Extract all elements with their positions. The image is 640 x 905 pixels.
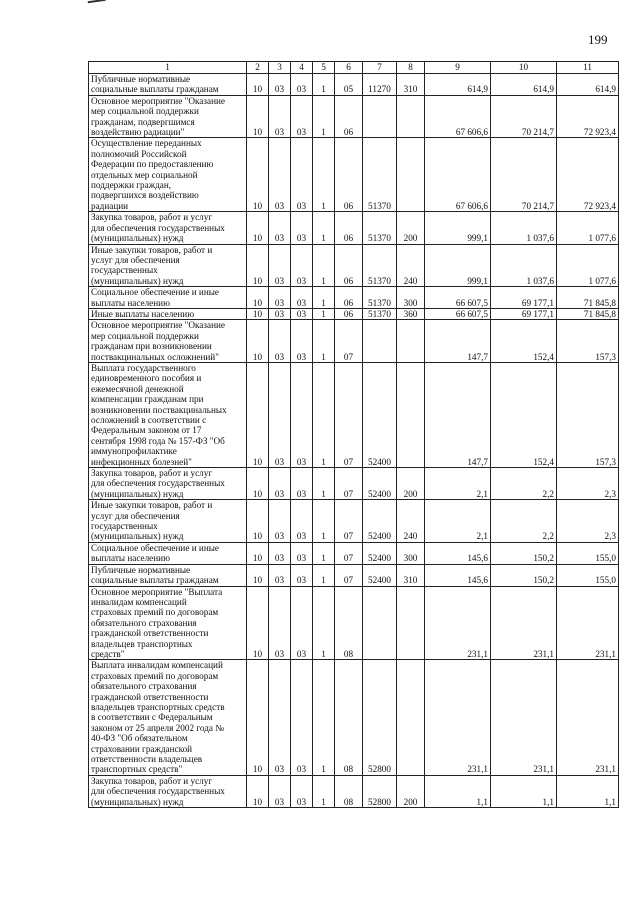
amount-cell: 71 845,8 bbox=[557, 308, 619, 319]
code-cell: 240 bbox=[397, 500, 425, 543]
code-cell: 10 bbox=[247, 660, 269, 775]
code-cell: 10 bbox=[247, 138, 269, 212]
amount-cell: 614,9 bbox=[557, 74, 619, 96]
amount-cell: 70 214,7 bbox=[491, 95, 557, 138]
code-cell: 52400 bbox=[363, 362, 397, 467]
code-cell: 03 bbox=[291, 500, 313, 543]
code-cell: 52400 bbox=[363, 468, 397, 500]
amount-cell: 66 607,5 bbox=[425, 308, 491, 319]
code-cell: 52400 bbox=[363, 542, 397, 564]
code-cell: 52800 bbox=[363, 660, 397, 775]
row-name: Иные выплаты населению bbox=[89, 308, 247, 319]
code-cell: 08 bbox=[335, 586, 363, 660]
code-cell: 1 bbox=[313, 775, 335, 807]
amount-cell: 231,1 bbox=[425, 586, 491, 660]
table-row bbox=[89, 320, 619, 363]
code-cell: 1 bbox=[313, 212, 335, 244]
column-header: 4 bbox=[291, 62, 313, 74]
code-cell: 10 bbox=[247, 775, 269, 807]
code-cell: 06 bbox=[335, 308, 363, 319]
row-name: Закупка товаров, работ и услуг для обеспечения государственных (муниципальных) нужд bbox=[89, 775, 247, 807]
amount-cell: 69 177,1 bbox=[491, 287, 557, 309]
row-name: Выплата инвалидам компенсаций страховых премий по договорам обязательного страхования гражданской ответственности владельцев транспортных средств в соответствии с Федеральным законом от 25 апреля 2002 года № 40-ФЗ "Об обязательном страховании гражданской ответственности владельцев транспортных средств" bbox=[89, 660, 247, 775]
code-cell: 51370 bbox=[363, 244, 397, 287]
row-name: Социальное обеспечение и иные выплаты населению bbox=[89, 542, 247, 564]
page-number: 199 bbox=[588, 32, 608, 47]
code-cell: 10 bbox=[247, 564, 269, 586]
row-name: Публичные нормативные социальные выплаты гражданам bbox=[89, 564, 247, 586]
amount-cell: 157,3 bbox=[557, 362, 619, 467]
table-row bbox=[89, 95, 619, 138]
code-cell: 03 bbox=[291, 586, 313, 660]
amount-cell: 67 606,6 bbox=[425, 95, 491, 138]
column-header: 6 bbox=[335, 62, 363, 74]
code-cell bbox=[397, 320, 425, 363]
code-cell: 03 bbox=[269, 74, 291, 96]
column-header: 3 bbox=[269, 62, 291, 74]
amount-cell: 614,9 bbox=[425, 74, 491, 96]
code-cell bbox=[363, 320, 397, 363]
amount-cell: 155,0 bbox=[557, 564, 619, 586]
table-row bbox=[89, 564, 619, 586]
code-cell: 1 bbox=[313, 586, 335, 660]
code-cell: 06 bbox=[335, 138, 363, 212]
code-cell: 10 bbox=[247, 95, 269, 138]
amount-cell: 1 037,6 bbox=[491, 212, 557, 244]
code-cell: 03 bbox=[291, 212, 313, 244]
table-row bbox=[89, 775, 619, 807]
header-row bbox=[89, 62, 619, 74]
code-cell: 310 bbox=[397, 74, 425, 96]
row-name: Публичные нормативные социальные выплаты гражданам bbox=[89, 74, 247, 96]
code-cell bbox=[397, 362, 425, 467]
table-row bbox=[89, 212, 619, 244]
code-cell: 1 bbox=[313, 542, 335, 564]
table-row bbox=[89, 287, 619, 309]
row-name: Основное мероприятие "Выплата инвалидам компенсаций страховых премий по договорам обязательного страхования гражданской ответственности владельцев транспортных средств" bbox=[89, 586, 247, 660]
amount-cell: 67 606,6 bbox=[425, 138, 491, 212]
code-cell: 360 bbox=[397, 308, 425, 319]
code-cell: 03 bbox=[291, 775, 313, 807]
code-cell: 03 bbox=[269, 212, 291, 244]
amount-cell: 66 607,5 bbox=[425, 287, 491, 309]
amount-cell: 152,4 bbox=[491, 362, 557, 467]
code-cell bbox=[397, 138, 425, 212]
table-row bbox=[89, 244, 619, 287]
code-cell: 07 bbox=[335, 542, 363, 564]
code-cell: 10 bbox=[247, 362, 269, 467]
table-row bbox=[89, 468, 619, 500]
amount-cell: 999,1 bbox=[425, 212, 491, 244]
table-row bbox=[89, 74, 619, 96]
table-row bbox=[89, 500, 619, 543]
code-cell: 240 bbox=[397, 244, 425, 287]
column-header: 8 bbox=[397, 62, 425, 74]
code-cell: 03 bbox=[291, 138, 313, 212]
code-cell: 07 bbox=[335, 362, 363, 467]
amount-cell: 1,1 bbox=[425, 775, 491, 807]
budget-table bbox=[88, 61, 619, 808]
amount-cell: 150,2 bbox=[491, 542, 557, 564]
code-cell: 03 bbox=[269, 775, 291, 807]
amount-cell: 70 214,7 bbox=[491, 138, 557, 212]
code-cell: 200 bbox=[397, 468, 425, 500]
code-cell: 10 bbox=[247, 308, 269, 319]
code-cell: 03 bbox=[269, 542, 291, 564]
code-cell: 03 bbox=[269, 95, 291, 138]
code-cell: 1 bbox=[313, 244, 335, 287]
code-cell: 1 bbox=[313, 287, 335, 309]
amount-cell: 2,1 bbox=[425, 468, 491, 500]
code-cell: 1 bbox=[313, 362, 335, 467]
code-cell: 07 bbox=[335, 468, 363, 500]
amount-cell: 2,2 bbox=[491, 500, 557, 543]
code-cell: 03 bbox=[291, 362, 313, 467]
row-name: Закупка товаров, работ и услуг для обеспечения государственных (муниципальных) нужд bbox=[89, 468, 247, 500]
amount-cell: 69 177,1 bbox=[491, 308, 557, 319]
table-row bbox=[89, 660, 619, 775]
amount-cell: 145,6 bbox=[425, 564, 491, 586]
row-name: Закупка товаров, работ и услуг для обеспечения государственных (муниципальных) нужд bbox=[89, 212, 247, 244]
row-name: Выплата государственного единовременного пособия и ежемесячной денежной компенсации гражданам при возникновении поствакцинальных осложнений в соответствии с Федеральным законом от 17 сентября 1998 года № 157-ФЗ "Об иммунопрофилактике инфекционных болезней" bbox=[89, 362, 247, 467]
amount-cell: 999,1 bbox=[425, 244, 491, 287]
code-cell: 200 bbox=[397, 212, 425, 244]
code-cell: 03 bbox=[269, 500, 291, 543]
column-header: 2 bbox=[247, 62, 269, 74]
amount-cell: 1,1 bbox=[557, 775, 619, 807]
code-cell: 03 bbox=[291, 74, 313, 96]
amount-cell: 1,1 bbox=[491, 775, 557, 807]
code-cell: 03 bbox=[291, 542, 313, 564]
code-cell: 1 bbox=[313, 320, 335, 363]
amount-cell: 231,1 bbox=[557, 586, 619, 660]
amount-cell: 145,6 bbox=[425, 542, 491, 564]
code-cell: 07 bbox=[335, 500, 363, 543]
scan-artifact bbox=[88, 0, 107, 7]
code-cell: 310 bbox=[397, 564, 425, 586]
code-cell: 300 bbox=[397, 287, 425, 309]
code-cell: 10 bbox=[247, 320, 269, 363]
code-cell: 10 bbox=[247, 287, 269, 309]
amount-cell: 152,4 bbox=[491, 320, 557, 363]
amount-cell: 155,0 bbox=[557, 542, 619, 564]
code-cell: 03 bbox=[291, 95, 313, 138]
code-cell: 200 bbox=[397, 775, 425, 807]
code-cell: 03 bbox=[269, 244, 291, 287]
code-cell: 10 bbox=[247, 212, 269, 244]
row-name: Основное мероприятие "Оказание мер социальной поддержки гражданам, подвергшимся воздействию радиации" bbox=[89, 95, 247, 138]
code-cell bbox=[397, 95, 425, 138]
code-cell: 300 bbox=[397, 542, 425, 564]
column-header: 1 bbox=[89, 62, 247, 74]
code-cell: 51370 bbox=[363, 212, 397, 244]
code-cell: 10 bbox=[247, 500, 269, 543]
code-cell: 06 bbox=[335, 95, 363, 138]
table-row bbox=[89, 362, 619, 467]
code-cell: 1 bbox=[313, 308, 335, 319]
amount-cell: 72 923,4 bbox=[557, 138, 619, 212]
code-cell: 03 bbox=[269, 586, 291, 660]
amount-cell: 231,1 bbox=[557, 660, 619, 775]
column-header: 5 bbox=[313, 62, 335, 74]
code-cell: 06 bbox=[335, 287, 363, 309]
amount-cell: 150,2 bbox=[491, 564, 557, 586]
code-cell: 52800 bbox=[363, 775, 397, 807]
code-cell bbox=[397, 660, 425, 775]
code-cell bbox=[397, 586, 425, 660]
amount-cell: 71 845,8 bbox=[557, 287, 619, 309]
row-name: Основное мероприятие "Оказание мер социальной поддержки гражданам при возникновении поствакцинальных осложнений" bbox=[89, 320, 247, 363]
amount-cell: 1 037,6 bbox=[491, 244, 557, 287]
amount-cell: 2,3 bbox=[557, 468, 619, 500]
code-cell: 10 bbox=[247, 542, 269, 564]
code-cell: 1 bbox=[313, 95, 335, 138]
code-cell: 03 bbox=[269, 564, 291, 586]
amount-cell: 72 923,4 bbox=[557, 95, 619, 138]
code-cell: 10 bbox=[247, 586, 269, 660]
amount-cell: 147,7 bbox=[425, 320, 491, 363]
code-cell: 03 bbox=[291, 287, 313, 309]
code-cell: 03 bbox=[291, 320, 313, 363]
code-cell: 11270 bbox=[363, 74, 397, 96]
code-cell: 03 bbox=[291, 660, 313, 775]
code-cell: 1 bbox=[313, 660, 335, 775]
amount-cell: 231,1 bbox=[425, 660, 491, 775]
amount-cell: 231,1 bbox=[491, 586, 557, 660]
code-cell: 08 bbox=[335, 775, 363, 807]
code-cell bbox=[363, 95, 397, 138]
column-header: 9 bbox=[425, 62, 491, 74]
code-cell: 51370 bbox=[363, 138, 397, 212]
code-cell: 10 bbox=[247, 468, 269, 500]
code-cell: 03 bbox=[291, 308, 313, 319]
code-cell bbox=[363, 586, 397, 660]
code-cell: 1 bbox=[313, 468, 335, 500]
column-header: 10 bbox=[491, 62, 557, 74]
amount-cell: 2,2 bbox=[491, 468, 557, 500]
code-cell: 03 bbox=[291, 244, 313, 287]
code-cell: 52400 bbox=[363, 500, 397, 543]
code-cell: 51370 bbox=[363, 287, 397, 309]
code-cell: 03 bbox=[269, 362, 291, 467]
code-cell: 07 bbox=[335, 320, 363, 363]
code-cell: 1 bbox=[313, 564, 335, 586]
code-cell: 07 bbox=[335, 564, 363, 586]
code-cell: 03 bbox=[269, 287, 291, 309]
code-cell: 03 bbox=[269, 138, 291, 212]
code-cell: 05 bbox=[335, 74, 363, 96]
row-name: Осуществление переданных полномочий Российской Федерации по предоставлению отдельных мер социальной поддержки граждан, подвергшихся воздействию радиации bbox=[89, 138, 247, 212]
code-cell: 06 bbox=[335, 244, 363, 287]
code-cell: 03 bbox=[269, 320, 291, 363]
amount-cell: 1 077,6 bbox=[557, 244, 619, 287]
table-row bbox=[89, 138, 619, 212]
code-cell: 10 bbox=[247, 74, 269, 96]
row-name: Иные закупки товаров, работ и услуг для обеспечения государственных (муниципальных) нужд bbox=[89, 500, 247, 543]
code-cell: 1 bbox=[313, 138, 335, 212]
row-name: Иные закупки товаров, работ и услуг для обеспечения государственных (муниципальных) нужд bbox=[89, 244, 247, 287]
table-body bbox=[89, 74, 619, 808]
code-cell: 52400 bbox=[363, 564, 397, 586]
table-row bbox=[89, 542, 619, 564]
amount-cell: 2,3 bbox=[557, 500, 619, 543]
row-name: Социальное обеспечение и иные выплаты населению bbox=[89, 287, 247, 309]
column-header: 7 bbox=[363, 62, 397, 74]
amount-cell: 2,1 bbox=[425, 500, 491, 543]
code-cell: 03 bbox=[269, 468, 291, 500]
table-row bbox=[89, 586, 619, 660]
code-cell: 03 bbox=[269, 660, 291, 775]
amount-cell: 147,7 bbox=[425, 362, 491, 467]
code-cell: 03 bbox=[291, 564, 313, 586]
code-cell: 1 bbox=[313, 500, 335, 543]
code-cell: 03 bbox=[269, 308, 291, 319]
code-cell: 10 bbox=[247, 244, 269, 287]
code-cell: 1 bbox=[313, 74, 335, 96]
amount-cell: 614,9 bbox=[491, 74, 557, 96]
code-cell: 08 bbox=[335, 660, 363, 775]
code-cell: 03 bbox=[291, 468, 313, 500]
column-header: 11 bbox=[557, 62, 619, 74]
code-cell: 06 bbox=[335, 212, 363, 244]
amount-cell: 231,1 bbox=[491, 660, 557, 775]
code-cell: 51370 bbox=[363, 308, 397, 319]
table-row bbox=[89, 308, 619, 319]
amount-cell: 1 077,6 bbox=[557, 212, 619, 244]
amount-cell: 157,3 bbox=[557, 320, 619, 363]
